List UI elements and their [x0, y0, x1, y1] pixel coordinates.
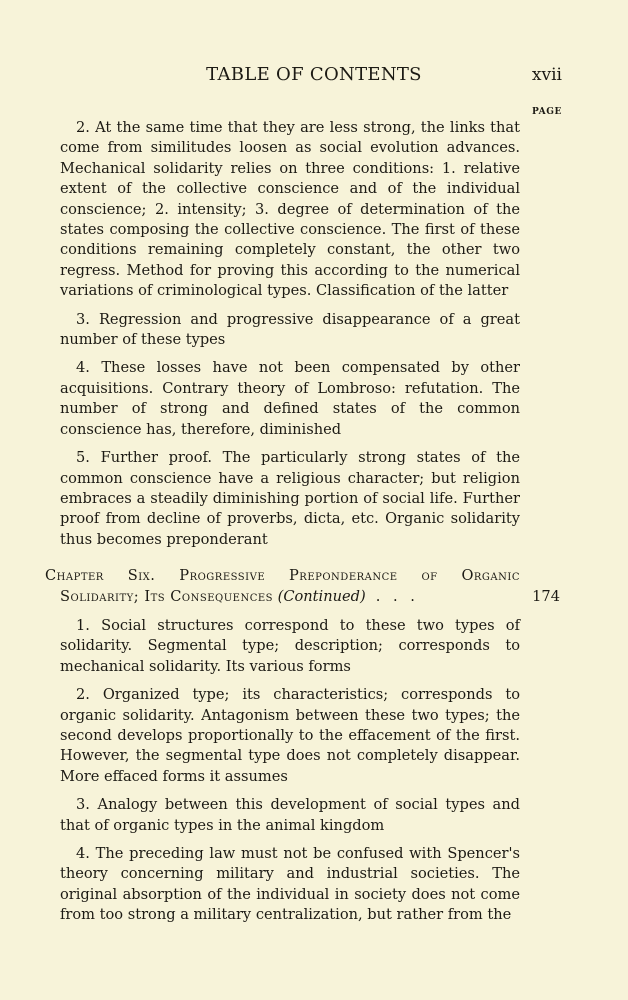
leader-dots: . . .: [375, 587, 419, 605]
toc-entry: 2. At the same time that they are less strong, the links that come from similitudes loosen as social evolution advances. Mechanical solidarity relies on three conditions: 1. relative extent of the collective conscience and of the individual conscience; 2. intensity; 3. degree of determination of the states composing the collective conscience. The first of these conditions remaining completely constant, the other two regress. Method for proving this according to the numerical variations of criminological types. Classification of the latter: [60, 119, 520, 300]
toc-entry: 5. Further proof. The particularly strong states of the common conscience have a religious character; but religion embraces a steadily diminishing portion of social life. Further proof from decline of proverbs, dicta, etc. Organic solidarity thus becomes preponderant: [60, 449, 520, 548]
page-number: xvii: [531, 65, 562, 85]
running-title: TABLE OF CONTENTS: [206, 64, 422, 85]
chapter-continued: (Continued): [277, 587, 366, 605]
chapter-heading: [45, 566, 560, 607]
toc-entry: 4. The preceding law must not be confused with Spencer's theory concerning military and industrial societies. The original absorption of the individual in society does not come from too strong a military centralization, but rather from the: [60, 845, 520, 924]
toc-entry: 3. Regression and progressive disappearance of a great number of these types: [60, 310, 520, 349]
chapter-title-line2: Solidarity; Its Consequences: [60, 587, 273, 605]
toc-entry: 3. Analogy between this development of social types and that of organic types in the animal kingdom: [60, 796, 520, 834]
chapter-page-number: 174: [532, 587, 560, 605]
toc-entry: 2. Organized type; its characteristics; corresponds to organic solidarity. Antagonism between these two types; the second develops proportionally to the effacement of the first. However, the segmental type does not completely disappear. More effaced forms it assumes: [60, 686, 520, 785]
toc-entry: 1. Social structures correspond to these two types of solidarity. Segmental type; description; corresponds to mechanical solidarity. Its various forms: [60, 616, 520, 675]
running-header: [0, 64, 628, 92]
page-column-label: PAGE: [531, 107, 562, 117]
toc-body: [45, 118, 560, 934]
chapter-title-line1: Chapter Six. Progressive Preponderance of Organic: [45, 567, 520, 585]
toc-entry: 4. These losses have not been compensated by other acquisitions. Contrary theory of Lombroso: refutation. The number of strong and defined states of the common conscience has, therefore, diminished: [60, 359, 520, 438]
